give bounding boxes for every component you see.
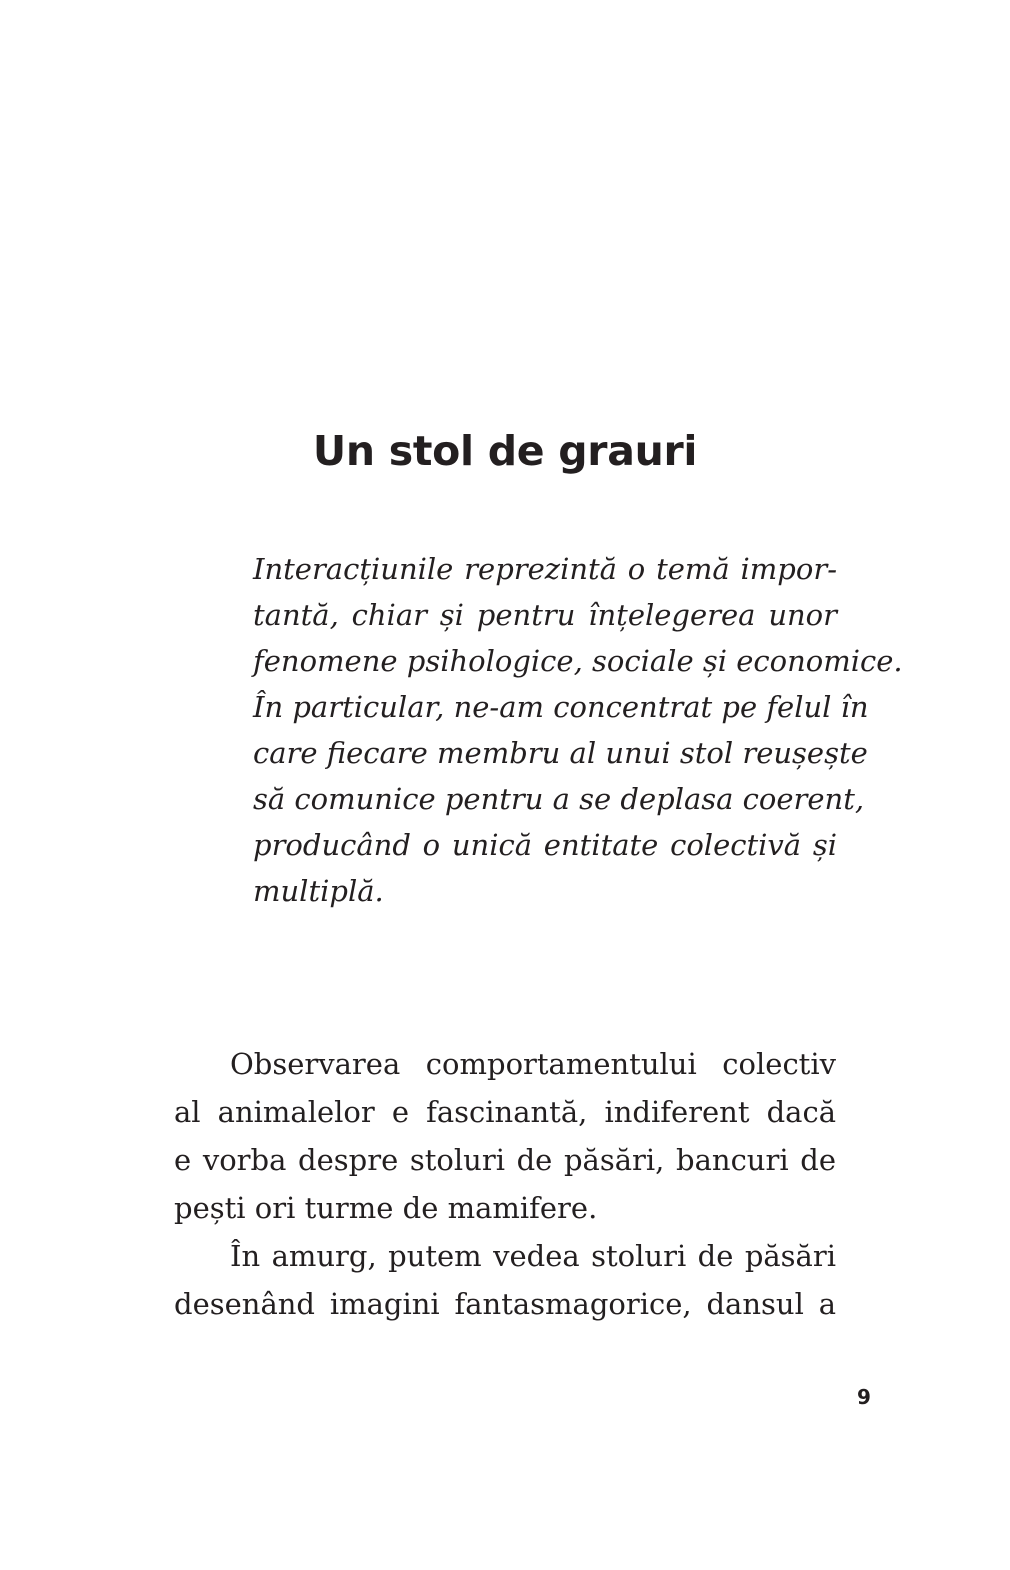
- epigraph-line: fenomene psihologice, sociale și economice.: [253, 644, 903, 678]
- epigraph: [253, 546, 903, 914]
- epigraph-line: să comunice pentru a se deplasa coerent,: [253, 782, 865, 816]
- epigraph-line: În particular, ne-am concentrat pe felul în: [253, 690, 869, 724]
- body-line: Observarea comportamentului colectiv: [230, 1047, 836, 1081]
- body-line: pești ori turme de mamifere.: [174, 1191, 598, 1225]
- body-line: În amurg, putem vedea stoluri de păsări: [230, 1239, 836, 1273]
- page-number: 9: [857, 1385, 871, 1409]
- epigraph-line: tantă, chiar și pentru înțelegerea unor: [253, 598, 837, 632]
- body-line: e vorba despre stoluri de păsări, bancuri de: [174, 1143, 836, 1177]
- body-line: al animalelor e fascinantă, indiferent dacă: [174, 1095, 836, 1129]
- epigraph-line: Interacțiunile reprezintă o temă impor-: [253, 552, 837, 586]
- epigraph-line: care fiecare membru al unui stol reușește: [253, 736, 868, 770]
- body-line: desenând imagini fantasmagorice, dansul a: [174, 1287, 836, 1321]
- epigraph-line: producând o unică entitate colectivă și: [253, 828, 837, 862]
- body-text: [174, 1040, 836, 1328]
- chapter-title: Un stol de grauri: [312, 427, 698, 476]
- epigraph-line: multiplă.: [253, 874, 384, 908]
